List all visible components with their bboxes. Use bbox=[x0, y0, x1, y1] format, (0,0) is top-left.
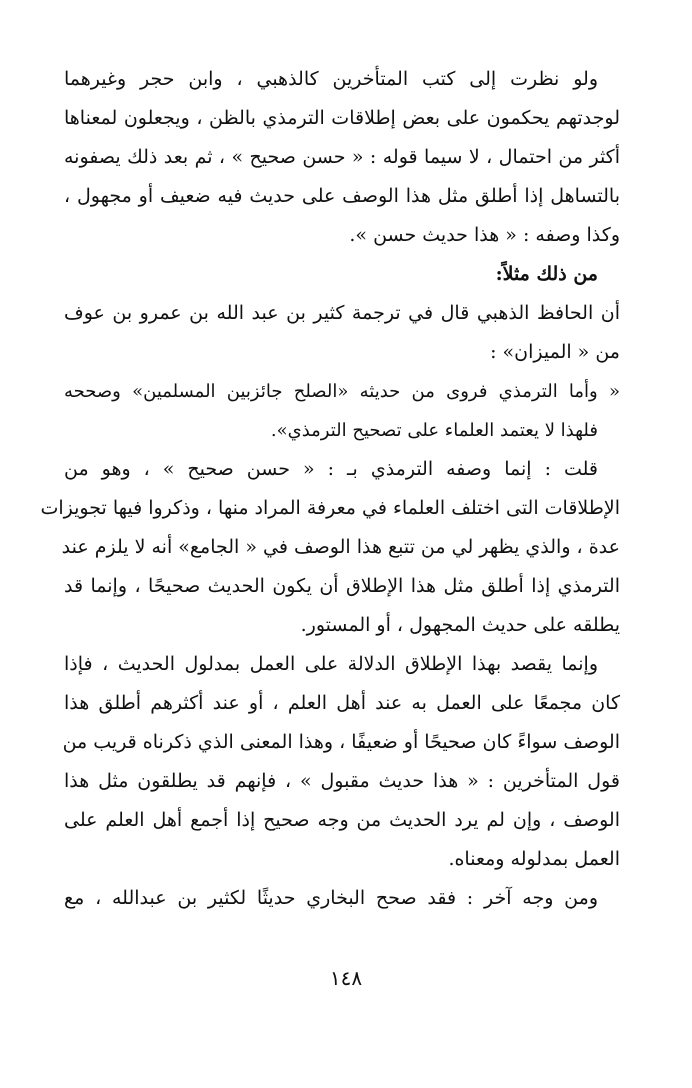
text-line: ومن وجه آخر : فقد صحح البخاري حديثًا لكثير بن عبدالله ، مع bbox=[64, 887, 598, 909]
text-line: « وأما الترمذي فروى من حديثه «الصلح جائزبين المسلمين» وصححه bbox=[64, 381, 620, 402]
text-line: قول المتأخرين : « هذا حديث مقبول » ، فإنهم قد يطلقون مثل هذا bbox=[64, 770, 620, 792]
text-line: كان مجمعًا على العمل به عند أهل العلم ، أو عند أكثرهم أطلق هذا bbox=[64, 692, 620, 714]
text-line: الوصف سواءً كان صحيحًا أو ضعيفًا ، وهذا المعنى الذي ذكرناه قريب من bbox=[62, 731, 620, 753]
text-line: فلهذا لا يعتمد العلماء على تصحيح الترمذي». bbox=[270, 420, 598, 441]
paragraph-bukhari bbox=[64, 879, 620, 918]
text-line: العمل بمدلوله ومعناه. bbox=[448, 848, 620, 870]
paragraph-comment bbox=[40, 450, 620, 645]
text-line: الإطلاقات التى اختلف العلماء في معرفة المراد منها ، وذكروا فيها تجويزات bbox=[40, 497, 620, 519]
text-line: الترمذي إذا أطلق مثل هذا الإطلاق أن يكون الحديث صحيحًا ، وإنما قد bbox=[64, 575, 620, 597]
text-line: أكثر من احتمال ، لا سيما قوله : « حسن صحيح » ، ثم بعد ذلك يصفونه bbox=[64, 146, 620, 168]
paragraph-dhahabi bbox=[64, 294, 620, 372]
text-line: وإنما يقصد بهذا الإطلاق الدلالة على العمل بمدلول الحديث ، فإذا bbox=[64, 653, 598, 675]
page-number: ١٤٨ bbox=[329, 966, 363, 990]
text-line: من « الميزان» : bbox=[490, 341, 620, 363]
paragraph-intro bbox=[64, 60, 620, 255]
quotation bbox=[64, 372, 620, 450]
text-line: بالتساهل إذا أطلق مثل هذا الوصف على حديث فيه ضعيف أو مجهول ، bbox=[64, 185, 620, 207]
text-line: لوجدتهم يحكمون على بعض إطلاقات الترمذي بالظن ، ويجعلون لمعناها bbox=[64, 107, 620, 129]
text-line: عدة ، والذي يظهر لي من تتبع هذا الوصف في « الجامع» أنه لا يلزم عند bbox=[61, 536, 620, 558]
text-line: قلت : إنما وصفه الترمذي بـ : « حسن صحيح » ، وهو من bbox=[64, 458, 598, 480]
text-line: وكذا وصفه : « هذا حديث حسن ». bbox=[349, 224, 620, 246]
text-line: الوصف ، وإن لم يرد الحديث من وجه صحيح إذا أجمع أهل العلم على bbox=[64, 809, 620, 831]
paragraph-explanation bbox=[64, 645, 620, 879]
text-line: يطلقه على حديث المجهول ، أو المستور. bbox=[300, 614, 620, 636]
text-line: ولو نظرت إلى كتب المتأخرين كالذهبي ، وابن حجر وغيرهما bbox=[64, 68, 598, 90]
text-line: أن الحافظ الذهبي قال في ترجمة كثير بن عبد الله بن عمرو بن عوف bbox=[64, 302, 620, 324]
section-heading: من ذلك مثلاً: bbox=[495, 263, 598, 285]
